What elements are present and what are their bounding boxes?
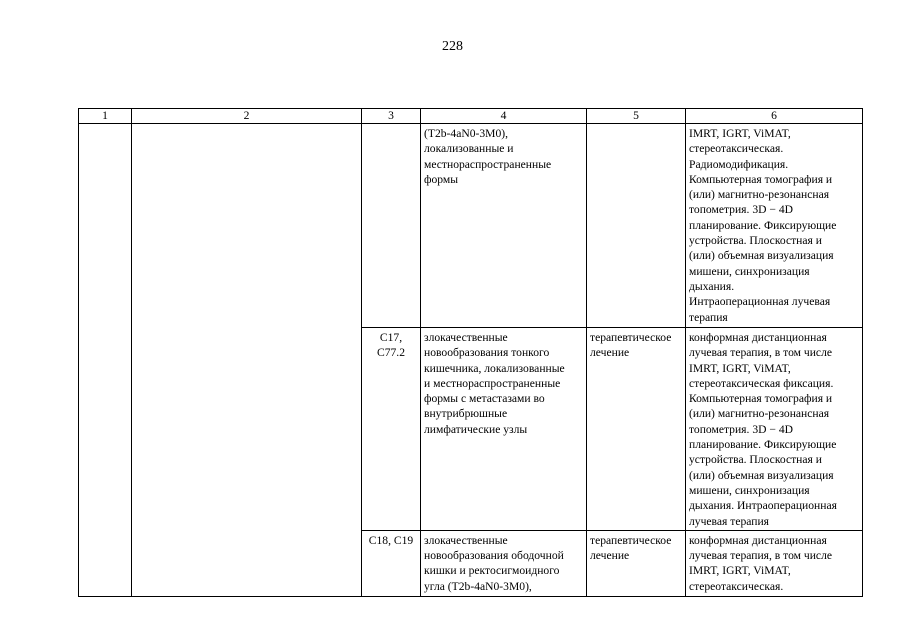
cell-diagnosis: злокачественные новообразования тонкого кишечника, локализованные и местнораспространенные формы с метастазами во внутрибрюшные лимфатические узлы	[421, 328, 587, 531]
cell-icd-code	[362, 124, 421, 328]
header-col-4: 4	[421, 109, 587, 124]
table-row	[79, 124, 863, 328]
table-header-row	[79, 109, 863, 124]
cell-treatment-method: IMRT, IGRT, ViMAT, стереотаксическая. Радиомодификация. Компьютерная томография и (или) магнитно-резонансная топометрия. 3D − 4D планирование. Фиксирующие устройства. Плоскостная и (или) объемная визуализация мишени, синхронизация дыхания. Интраоперационная лучевая терапия	[686, 124, 863, 328]
cell-treatment-method: конформная дистанционная лучевая терапия, в том числе IMRT, IGRT, ViMAT, стереотаксическая фиксация. Компьютерная томография и (или) магнитно-резонансная топометрия. 3D − 4D планирование. Фиксирующие устройства. Плоскостная и (или) объемная визуализация мишени, синхронизация дыхания. Интраоперационная лучевая терапия	[686, 328, 863, 531]
cell-diagnosis: (T2b-4aN0-3M0), локализованные и местнораспространенные формы	[421, 124, 587, 328]
cell-treatment-method: конформная дистанционная лучевая терапия, в том числе IMRT, IGRT, ViMAT, стереотаксическая.	[686, 530, 863, 596]
cell-icd-code: C18, C19	[362, 530, 421, 596]
cell-treatment-type: терапевтическое лечение	[587, 530, 686, 596]
header-col-1: 1	[79, 109, 132, 124]
page-number: 228	[442, 39, 463, 54]
cell-diagnosis: злокачественные новообразования ободочной кишки и ректосигмоидного угла (T2b-4aN0-3M0),	[421, 530, 587, 596]
cell-col2-empty	[132, 124, 362, 597]
cell-treatment-type: терапевтическое лечение	[587, 328, 686, 531]
cell-col1-empty	[79, 124, 132, 597]
header-col-2: 2	[132, 109, 362, 124]
cell-treatment-type	[587, 124, 686, 328]
medical-care-table	[78, 108, 863, 597]
header-col-3: 3	[362, 109, 421, 124]
header-col-6: 6	[686, 109, 863, 124]
header-col-5: 5	[587, 109, 686, 124]
cell-icd-code: C17, C77.2	[362, 328, 421, 531]
